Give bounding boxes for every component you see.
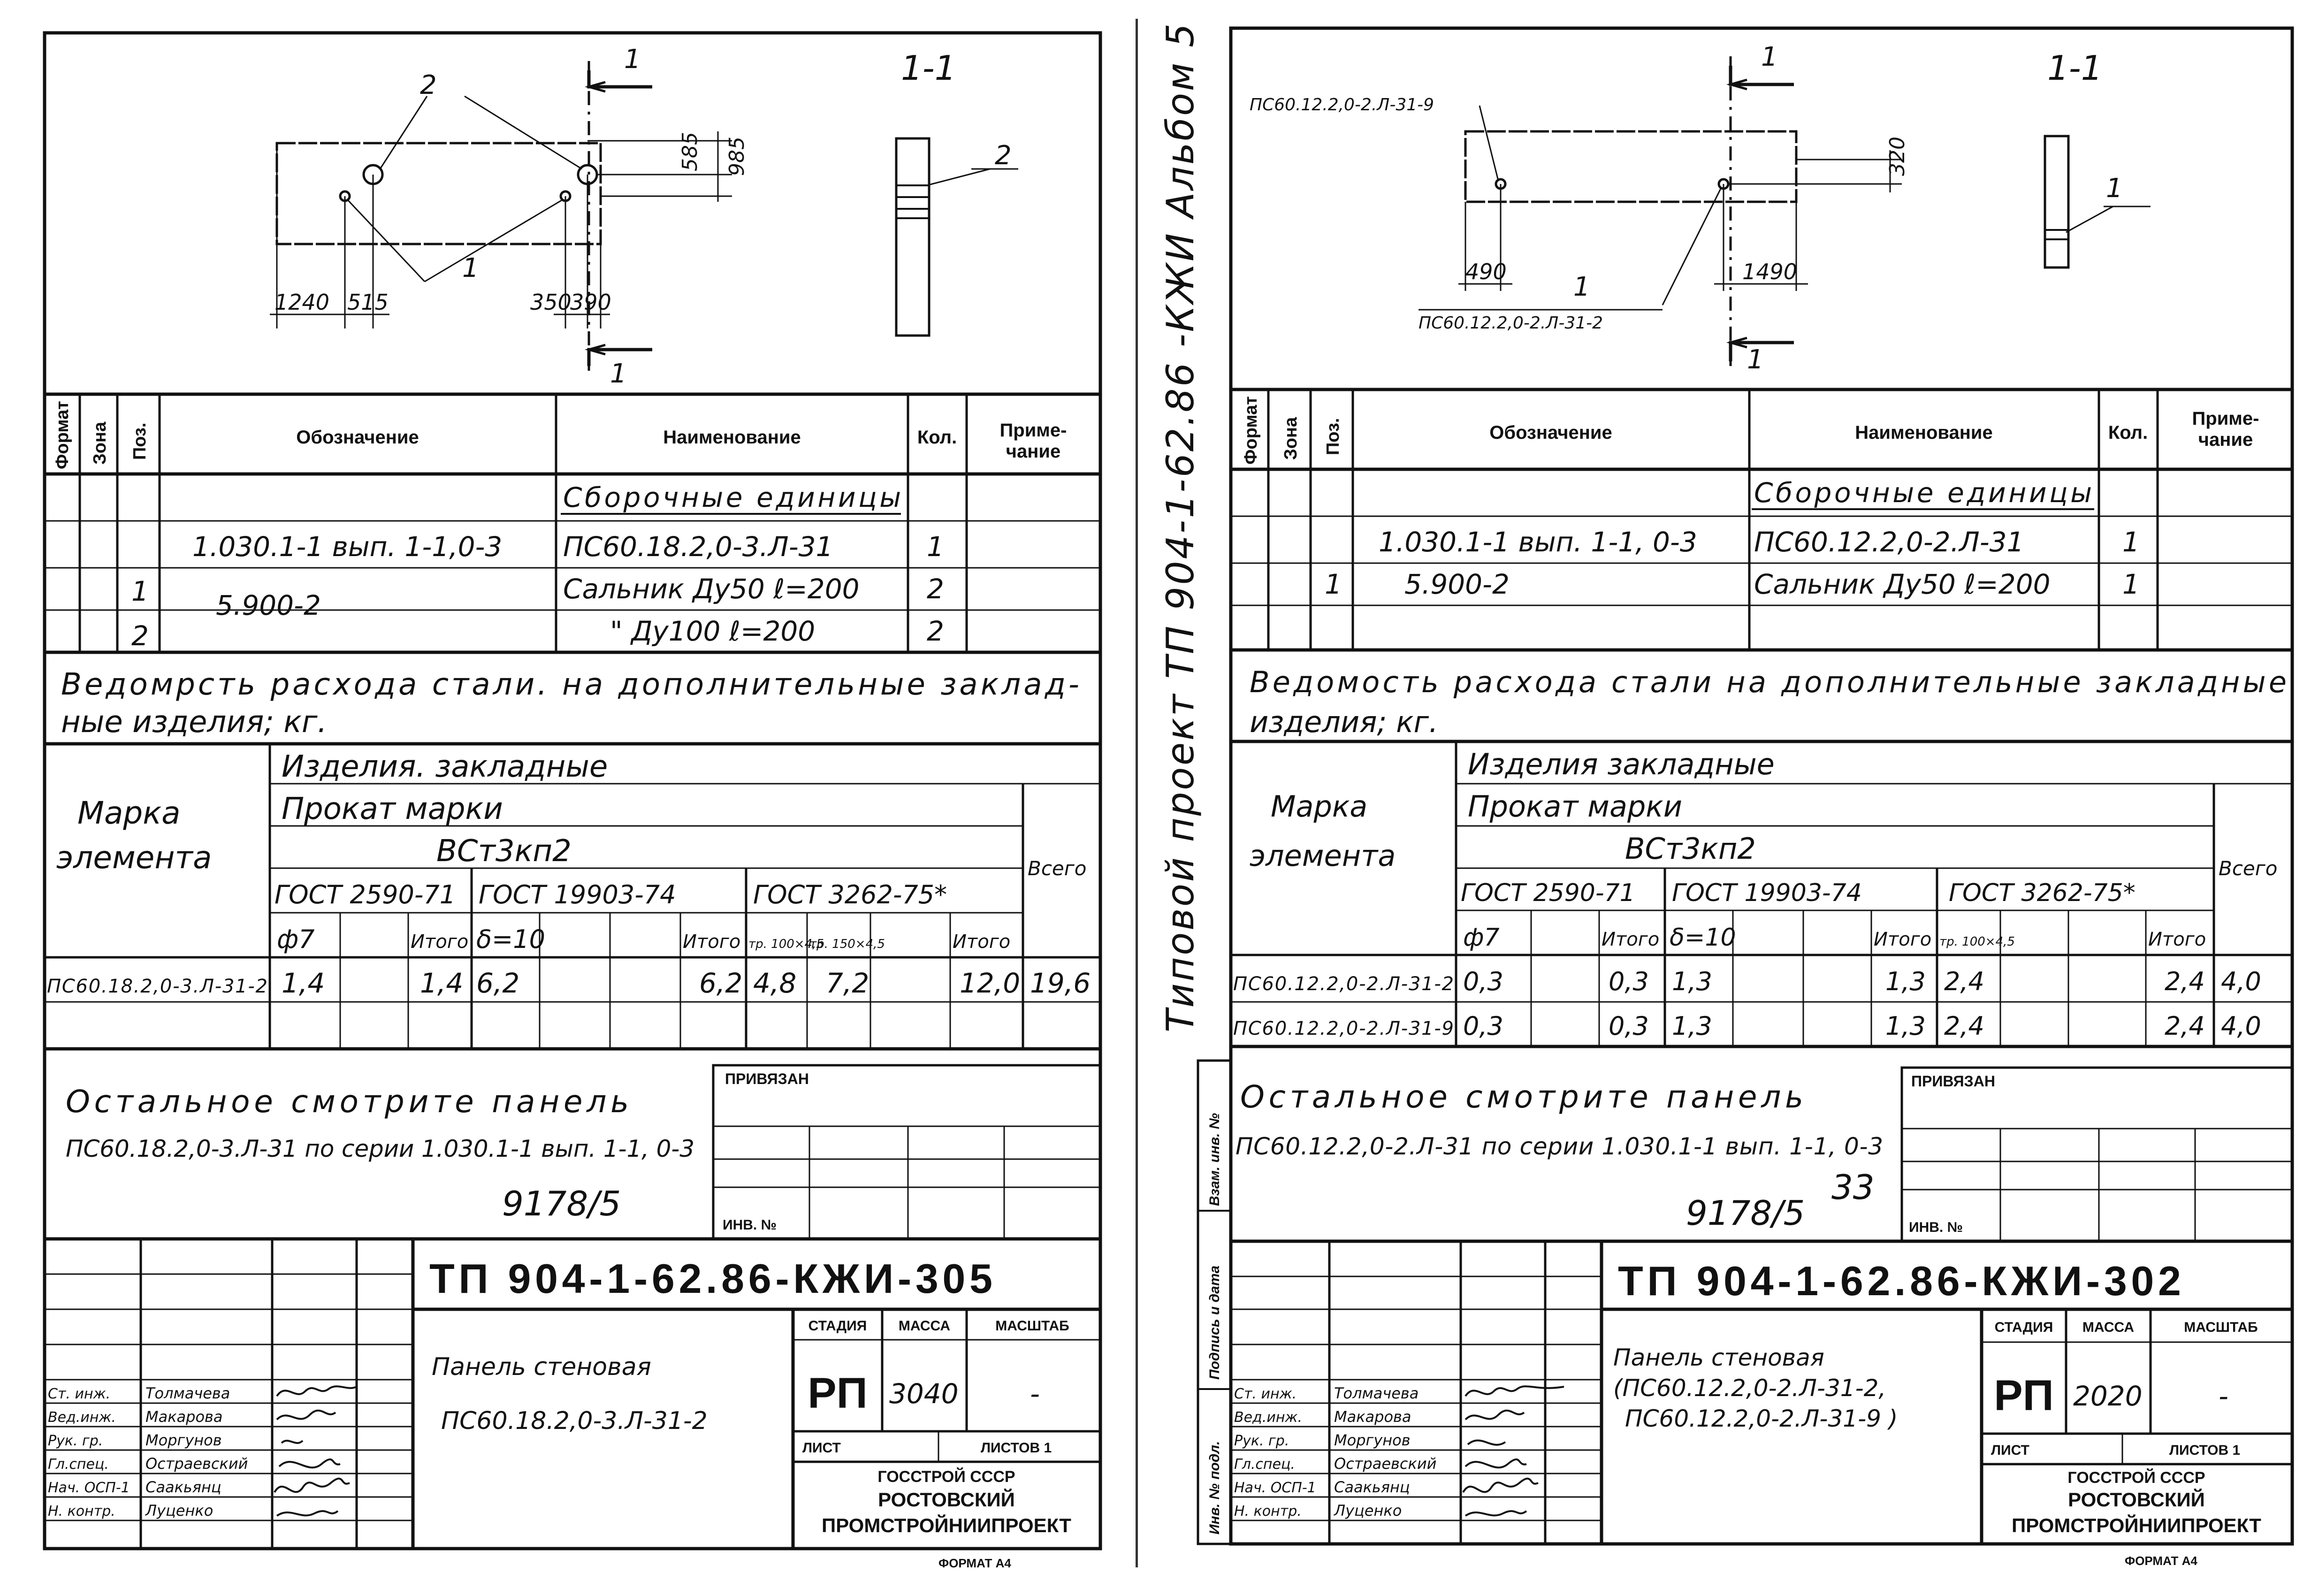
steel-row-1-c8: 4,8 xyxy=(753,967,797,999)
steel-row-1-c1: 0,3 xyxy=(1463,967,1503,996)
steel-gost-1: ГОСТ 2590-71 xyxy=(1461,879,1635,907)
steel-sub-11: Итого xyxy=(2148,929,2206,950)
steel-row-2-c4: 1,3 xyxy=(1672,1011,1712,1041)
privyazan-grid xyxy=(713,1065,1100,1239)
spec-row-2-designation: 5.900-2 xyxy=(216,589,321,621)
sheet-right-drawing xyxy=(1156,0,2311,1596)
col-zone: Зона xyxy=(1281,417,1301,460)
steel-grade: ВСт3кп2 xyxy=(436,834,572,869)
person-1: Толмачева xyxy=(145,1384,230,1402)
steel-row-1-mark: ПС60.12.2,0-2.Л-31-2 xyxy=(1233,973,1454,995)
steel-mark-label-2: элемента xyxy=(56,840,212,876)
scale-header: МАСШТАБ xyxy=(995,1318,1069,1334)
role-4: Гл.спец. xyxy=(48,1456,109,1473)
col-note: Приме-чание xyxy=(2192,408,2259,450)
steel-sub-9: тр. 150×4,5 xyxy=(809,937,885,951)
spec-row-3-qty: 2 xyxy=(927,615,944,647)
spec-section-title: Сборочные единицы xyxy=(563,481,901,513)
panel-elevation xyxy=(270,61,732,371)
steel-mark-label-1: Марка xyxy=(1271,789,1368,824)
frame xyxy=(1231,28,2292,1544)
steel-row-1-c9: 7,2 xyxy=(826,967,869,999)
steel-row-1-mark: ПС60.18.2,0-3.Л-31-2 xyxy=(47,976,267,997)
steel-row-1-total: 4,0 xyxy=(2221,967,2261,996)
steel-sub-4: δ=10 xyxy=(476,924,545,954)
doc-code: ТП 904-1-62.86-КЖИ-305 xyxy=(429,1255,992,1302)
steel-sub-3: Итого xyxy=(411,931,469,953)
col-name: Наименование xyxy=(1855,422,1993,443)
steel-mark-label-2: элемента xyxy=(1250,839,1396,873)
steel-row-2-c11: 2,4 xyxy=(2165,1011,2205,1041)
dim-585: 585 xyxy=(678,132,702,171)
steel-row-1-c3: 0,3 xyxy=(1609,967,1649,996)
format-label: ФОРМАТ А4 xyxy=(2125,1554,2197,1568)
col-qty: Кол. xyxy=(917,427,957,448)
steel-sub-3: Итого xyxy=(1602,929,1660,950)
steel-row-1-c7: 6,2 xyxy=(699,967,743,999)
privyazan-grid xyxy=(1902,1068,2292,1241)
person-5: Саакьянц xyxy=(1334,1478,1410,1496)
person-2: Макарова xyxy=(145,1408,223,1426)
note-line-1: Остальное смотрите панель xyxy=(1240,1079,1803,1115)
steel-row-2-mark: ПС60.12.2,0-2.Л-31-9 xyxy=(1233,1018,1454,1039)
org-2: РОСТОВСКИЙ xyxy=(2068,1489,2205,1511)
spec-section-title: Сборочные единицы xyxy=(1754,477,2092,509)
sheet-label: ЛИСТ xyxy=(802,1440,841,1456)
person-4: Остраевский xyxy=(145,1455,248,1473)
steel-title-2: ные изделия; кг. xyxy=(61,705,327,740)
archive-no: 9178/5 xyxy=(502,1184,621,1223)
spec-row-3-name: " Ду100 ℓ=200 xyxy=(610,615,816,647)
spine-text: Типовой проект ТП 904-1-62.86 -КЖИ Альбом 5 xyxy=(1159,23,1202,1032)
steel-sub-1: ф7 xyxy=(1463,924,1500,952)
org-2: РОСТОВСКИЙ xyxy=(878,1489,1015,1511)
stamp-signature-date: Подпись и дата xyxy=(1207,1265,1222,1380)
col-designation: Обозначение xyxy=(1489,422,1612,443)
spec-row-2-name: Сальник Ду50 ℓ=200 xyxy=(1754,568,2051,600)
org-1: ГОССТРОЙ СССР xyxy=(2067,1469,2205,1487)
leader-1: 1 xyxy=(462,253,479,283)
dim-1490: 1490 xyxy=(1742,259,1798,284)
dim-1240: 1240 xyxy=(275,290,330,315)
sheet-divider xyxy=(1136,19,1138,1567)
mass-value: 2020 xyxy=(2073,1380,2143,1412)
person-4: Остраевский xyxy=(1334,1455,1437,1473)
steel-row-2-c8: 2,4 xyxy=(1944,1011,1984,1041)
section-title: 1-1 xyxy=(901,48,956,88)
spec-row-2-pos: 1 xyxy=(1325,568,1342,600)
org-3: ПРОМСТРОЙНИИПРОЕКТ xyxy=(822,1514,1071,1536)
steel-row-1-c8: 2,4 xyxy=(1944,967,1984,996)
steel-row-2-total: 4,0 xyxy=(2221,1011,2261,1041)
cut-label-bottom: 1 xyxy=(1747,344,1764,375)
sheet-label: ЛИСТ xyxy=(1991,1443,2029,1458)
steel-row-1-c11: 2,4 xyxy=(2165,967,2205,996)
format-label: ФОРМАТ А4 xyxy=(938,1556,1011,1570)
leader-1: 1 xyxy=(1573,272,1590,302)
role-4: Гл.спец. xyxy=(1234,1456,1295,1473)
steel-group: Изделия. закладные xyxy=(282,749,608,784)
section-title: 1-1 xyxy=(2047,48,2103,88)
role-2: Вед.инж. xyxy=(48,1409,116,1426)
spec-row-2-qty: 2 xyxy=(927,573,944,605)
archive-extra: 33 xyxy=(1831,1168,1875,1207)
org-1: ГОССТРОЙ СССР xyxy=(877,1468,1015,1486)
mass-value: 3040 xyxy=(889,1378,959,1410)
steel-sub-8: тр. 100×4,5 xyxy=(748,937,824,951)
steel-row-1-c1: 1,4 xyxy=(282,967,325,999)
dim-985: 985 xyxy=(725,137,749,176)
steel-gost-2: ГОСТ 19903-74 xyxy=(1672,879,1862,907)
mass-header: МАССА xyxy=(2082,1320,2135,1335)
stage-value: РП xyxy=(1994,1372,2054,1420)
steel-rolled: Прокат марки xyxy=(1468,789,1683,824)
role-6: Н. контр. xyxy=(1234,1503,1302,1520)
stamp-inv-orig: Инв. № подл. xyxy=(1207,1441,1222,1535)
sheets-label: ЛИСТОВ 1 xyxy=(2169,1443,2241,1458)
leader-2: 2 xyxy=(420,70,437,100)
dim-320: 320 xyxy=(1885,137,1909,176)
person-3: Моргунов xyxy=(145,1431,222,1449)
col-designation: Обозначение xyxy=(296,427,419,448)
steel-sub-11: Итого xyxy=(953,931,1011,953)
inv-no-label: ИНВ. № xyxy=(723,1217,777,1233)
role-6: Н. контр. xyxy=(48,1503,115,1520)
spec-row-2-designation: 5.900-2 xyxy=(1404,568,1510,600)
panel-name-2: ПС60.18.2,0-3.Л-31-2 xyxy=(441,1407,708,1435)
col-name: Наименование xyxy=(663,427,801,448)
spec-row-1-qty: 1 xyxy=(927,531,944,563)
person-3: Моргунов xyxy=(1334,1431,1411,1449)
col-format: Формат xyxy=(53,401,72,469)
spec-row-2-qty: 1 xyxy=(2122,568,2140,600)
note-line-1: Остальное смотрите панель xyxy=(66,1084,629,1120)
spec-row-1-qty: 1 xyxy=(2122,526,2140,558)
stage-header: СТАДИЯ xyxy=(808,1318,867,1334)
steel-gost-2: ГОСТ 19903-74 xyxy=(479,880,676,909)
role-5: Нач. ОСП-1 xyxy=(48,1480,130,1496)
scale-header: МАСШТАБ xyxy=(2184,1320,2258,1335)
steel-gost-3: ГОСТ 3262-75* xyxy=(1949,879,2136,907)
steel-gost-1: ГОСТ 2590-71 xyxy=(275,880,456,909)
org-3: ПРОМСТРОЙНИИПРОЕКТ xyxy=(2012,1514,2261,1536)
panel-name-1: Панель стеновая xyxy=(1613,1344,1824,1371)
steel-row-1-c4: 1,3 xyxy=(1672,967,1712,996)
dim-490: 490 xyxy=(1465,259,1507,284)
steel-rolled: Прокат марки xyxy=(282,792,503,826)
stage-value: РП xyxy=(808,1369,868,1417)
leader-mark-9: ПС60.12.2,0-2.Л-31-9 xyxy=(1250,95,1434,115)
panel-name-3: ПС60.12.2,0-2.Л-31-9 ) xyxy=(1625,1405,1898,1432)
steel-row-1-c4: 6,2 xyxy=(476,967,520,999)
privyazan-label: ПРИВЯЗАН xyxy=(725,1070,809,1087)
col-zone: Зона xyxy=(90,421,110,465)
steel-row-2-c3: 0,3 xyxy=(1609,1011,1649,1041)
dim-515: 515 xyxy=(347,290,389,315)
panel-name-1: Панель стеновая xyxy=(432,1353,651,1381)
cut-label-top: 1 xyxy=(1761,42,1778,72)
steel-sub-8: тр. 100×4,5 xyxy=(1939,935,2015,949)
person-2: Макарова xyxy=(1334,1408,1411,1426)
note-line-2: ПС60.12.2,0-2.Л-31 по серии 1.030.1-1 вып. 1-1, 0-3 xyxy=(1236,1133,1883,1160)
role-1: Ст. инж. xyxy=(1234,1386,1297,1402)
steel-sub-1: ф7 xyxy=(277,924,315,954)
dim-350: 350 xyxy=(530,290,572,315)
leader-mark-2: ПС60.12.2,0-2.Л-31-2 xyxy=(1419,313,1603,333)
privyazan-label: ПРИВЯЗАН xyxy=(1911,1073,1995,1090)
steel-grade: ВСт3кп2 xyxy=(1625,832,1756,866)
col-format: Формат xyxy=(1241,396,1261,465)
sheet-left-drawing xyxy=(0,0,1155,1596)
col-note: Приме-чание xyxy=(999,420,1067,462)
spec-row-1-name: ПС60.18.2,0-3.Л-31 xyxy=(563,531,833,563)
person-6: Луценко xyxy=(145,1502,214,1520)
spec-row-1-designation: 1.030.1-1 вып. 1-1, 0-3 xyxy=(1379,526,1697,558)
section-leader: 1 xyxy=(2106,173,2123,204)
cut-label-top: 1 xyxy=(624,44,641,75)
scale-value: - xyxy=(1030,1378,1040,1410)
sheets-label: ЛИСТОВ 1 xyxy=(981,1440,1052,1456)
stamp-vzam: Взам. инв. № xyxy=(1207,1113,1222,1206)
spec-row-2-name: Сальник Ду50 ℓ=200 xyxy=(563,573,860,605)
role-5: Нач. ОСП-1 xyxy=(1234,1480,1316,1496)
note-line-2: ПС60.18.2,0-3.Л-31 по серии 1.030.1-1 вып. 1-1, 0-3 xyxy=(66,1135,694,1162)
steel-row-1-total: 19,6 xyxy=(1030,967,1091,999)
col-pos: Поз. xyxy=(1323,418,1343,455)
steel-total-label: Всего xyxy=(2219,857,2278,880)
steel-sub-4: δ=10 xyxy=(1670,924,1736,952)
spec-row-2-pos: 1 xyxy=(131,575,149,607)
spec-row-3-pos: 2 xyxy=(131,620,149,652)
panel-name-2: (ПС60.12.2,0-2.Л-31-2, xyxy=(1613,1375,1886,1402)
steel-row-1-c7: 1,3 xyxy=(1885,967,1926,996)
steel-group: Изделия закладные xyxy=(1468,747,1775,781)
person-1: Толмачева xyxy=(1334,1384,1419,1402)
person-6: Луценко xyxy=(1334,1502,1402,1520)
steel-row-1-c3: 1,4 xyxy=(420,967,464,999)
steel-mark-label-1: Марка xyxy=(77,795,181,831)
section-leader: 2 xyxy=(995,140,1012,171)
steel-total-label: Всего xyxy=(1028,857,1087,880)
spec-row-1-designation: 1.030.1-1 вып. 1-1,0-3 xyxy=(192,531,503,563)
role-3: Рук. гр. xyxy=(1234,1433,1289,1449)
steel-title-2: изделия; кг. xyxy=(1250,705,1438,739)
role-1: Ст. инж. xyxy=(48,1386,111,1402)
role-3: Рук. гр. xyxy=(48,1433,103,1449)
mass-header: МАССА xyxy=(898,1318,951,1334)
steel-sub-7: Итого xyxy=(1874,929,1932,950)
doc-code: ТП 904-1-62.86-КЖИ-302 xyxy=(1618,1258,2181,1304)
dim-390: 390 xyxy=(570,290,611,315)
col-qty: Кол. xyxy=(2108,422,2148,443)
archive-no: 9178/5 xyxy=(1686,1193,1805,1233)
steel-row-2-c7: 1,3 xyxy=(1885,1011,1926,1041)
steel-row-2-c1: 0,3 xyxy=(1463,1011,1503,1041)
scale-value: - xyxy=(2219,1380,2228,1412)
steel-title-1: Ведомрсть расхода стали. на дополнительные заклад- xyxy=(61,667,1080,702)
section-view xyxy=(2045,136,2151,267)
person-5: Саакьянц xyxy=(145,1478,221,1496)
sheet-right xyxy=(1156,0,2311,1596)
steel-row-1-c11: 12,0 xyxy=(960,967,1021,999)
steel-title-1: Ведомость расхода стали на дополнительные закладные xyxy=(1250,665,2287,699)
steel-sub-7: Итого xyxy=(683,931,741,953)
cut-label-bottom: 1 xyxy=(610,359,627,389)
inv-no-label: ИНВ. № xyxy=(1909,1220,1963,1235)
stage-header: СТАДИЯ xyxy=(1994,1320,2053,1335)
role-2: Вед.инж. xyxy=(1234,1409,1302,1426)
sheet-left xyxy=(0,0,1155,1596)
col-pos: Поз. xyxy=(130,422,150,460)
spec-row-1-name: ПС60.12.2,0-2.Л-31 xyxy=(1754,526,2024,558)
steel-gost-3: ГОСТ 3262-75* xyxy=(753,880,947,909)
